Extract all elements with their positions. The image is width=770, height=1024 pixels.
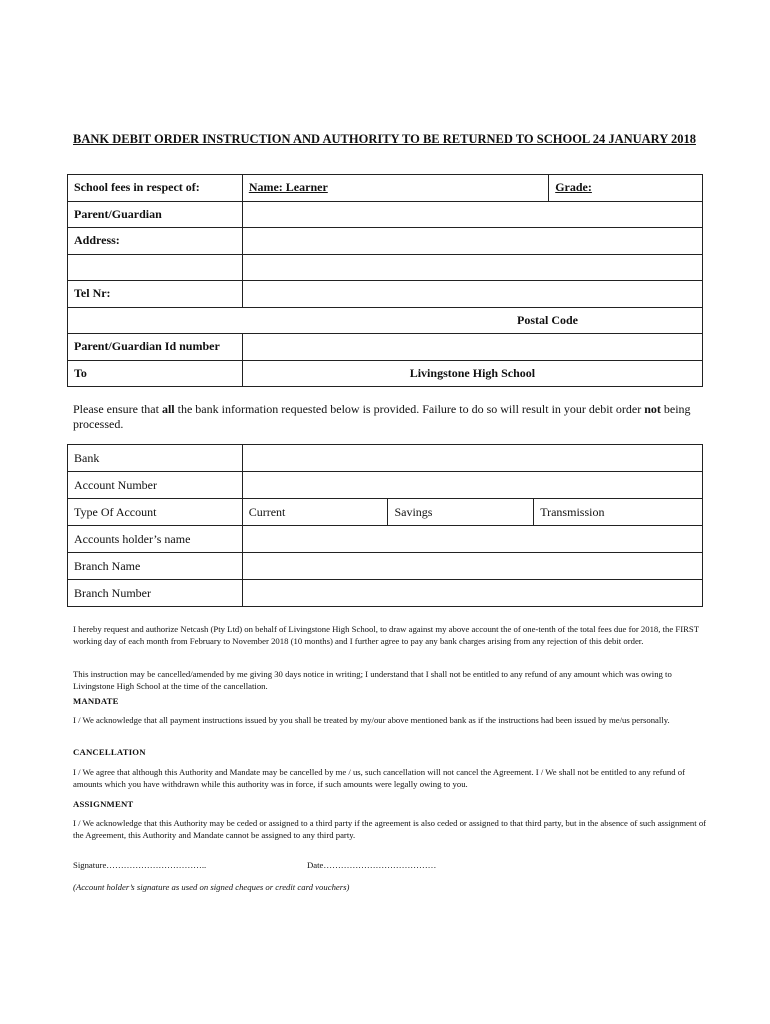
cancellation-heading: CANCELLATION [73, 747, 146, 757]
table-row [68, 281, 703, 308]
table-row [68, 553, 703, 580]
assignment-heading: ASSIGNMENT [73, 799, 134, 809]
bank-info-notice: Please ensure that all the bank information requested below is provided. Failure to do so will result in your debit order not being processed. [73, 402, 691, 431]
table-row [68, 254, 703, 281]
cancellation-paragraph: I / We agree that although this Authority and Mandate may be cancelled by me / us, such cancellation will not cancel the Agreement. I / We shall not be entitled to any refund of amounts which you have withdrawn while this authority was in force, if such amounts were legally owing to you. [73, 767, 686, 789]
table-row [68, 201, 703, 228]
branch-name-label: Branch Name [68, 553, 243, 580]
parent-guardian-label: Parent/Guardian [68, 201, 243, 228]
table-row [68, 526, 703, 553]
learner-details-table [67, 174, 703, 387]
postal-code-label: Postal Code [517, 312, 578, 327]
account-number-field[interactable] [242, 472, 702, 499]
to-label: To [68, 360, 243, 387]
account-type-transmission[interactable]: Transmission [534, 499, 703, 526]
table-row [68, 175, 703, 202]
table-row [68, 445, 703, 472]
account-holder-label: Accounts holder’s name [68, 526, 243, 553]
bank-field[interactable] [242, 445, 702, 472]
parent-guardian-field[interactable] [242, 201, 702, 228]
table-row [68, 334, 703, 361]
school-fees-label: School fees in respect of: [68, 175, 243, 202]
branch-number-field[interactable] [242, 580, 702, 607]
assignment-paragraph: I / We acknowledge that this Authority may be ceded or assigned to a third party if the agreement is also ceded or assigned to that third party, but in the absence of such assignment of the Agreement, this Authority and Mandate cannot be assigned to any third party. [73, 818, 707, 840]
account-type-current[interactable]: Current [242, 499, 388, 526]
signature-line[interactable]: Signature…………………………….. [73, 860, 207, 870]
branch-number-label: Branch Number [68, 580, 243, 607]
account-holder-field[interactable] [242, 526, 702, 553]
branch-name-field[interactable] [242, 553, 702, 580]
bank-details-table [67, 444, 703, 607]
signature-footnote: (Account holder’s signature as used on signed cheques or credit card vouchers) [73, 882, 350, 892]
table-row [68, 228, 703, 255]
bank-label: Bank [68, 445, 243, 472]
school-name: Livingstone High School [242, 360, 702, 387]
tel-field[interactable] [242, 281, 702, 308]
address-label: Address: [68, 228, 243, 255]
tel-label: Tel Nr: [68, 281, 243, 308]
date-line[interactable]: Date………………………………… [307, 860, 437, 870]
account-number-label: Account Number [68, 472, 243, 499]
postal-code-field[interactable] [68, 307, 703, 334]
mandate-paragraph: I / We acknowledge that all payment instructions issued by you shall be treated by my/our above mentioned bank as if the instructions had been issued by me/us personally. [73, 715, 670, 725]
table-row [68, 307, 703, 334]
table-row [68, 499, 703, 526]
learner-name-field[interactable] [242, 175, 548, 202]
table-row [68, 472, 703, 499]
authorization-paragraph: I hereby request and authorize Netcash (Pty Ltd) on behalf of Livingstone High School, to draw against my above account the of one-tenth of the total fees due for 2018, the FIRST working day of each month from February to November 2018 (10 months) and I further agree to pay any bank charges arising from any rejection of this debit order. [73, 624, 699, 646]
form-title: BANK DEBIT ORDER INSTRUCTION AND AUTHORITY TO BE RETURNED TO SCHOOL 24 JANUARY 2018 [73, 132, 696, 146]
address-field-1[interactable] [242, 228, 702, 255]
grade-label: Grade: [555, 180, 592, 195]
learner-name-label: Name: Learner [248, 180, 328, 195]
id-number-label: Parent/Guardian Id number [68, 334, 243, 361]
address-field-2[interactable] [242, 254, 702, 281]
mandate-heading: MANDATE [73, 696, 119, 706]
grade-field[interactable] [549, 175, 703, 202]
cancel-notice-paragraph: This instruction may be cancelled/amended by me giving 30 days notice in writing; I understand that I shall not be entitled to any refund of any amount which was owing to Livingstone High School at the time of the cancellation. [73, 669, 672, 691]
table-row [68, 360, 703, 387]
id-number-field[interactable] [242, 334, 702, 361]
account-type-label: Type Of Account [68, 499, 243, 526]
account-type-savings[interactable]: Savings [388, 499, 534, 526]
table-row [68, 580, 703, 607]
address-spacer [68, 254, 243, 281]
